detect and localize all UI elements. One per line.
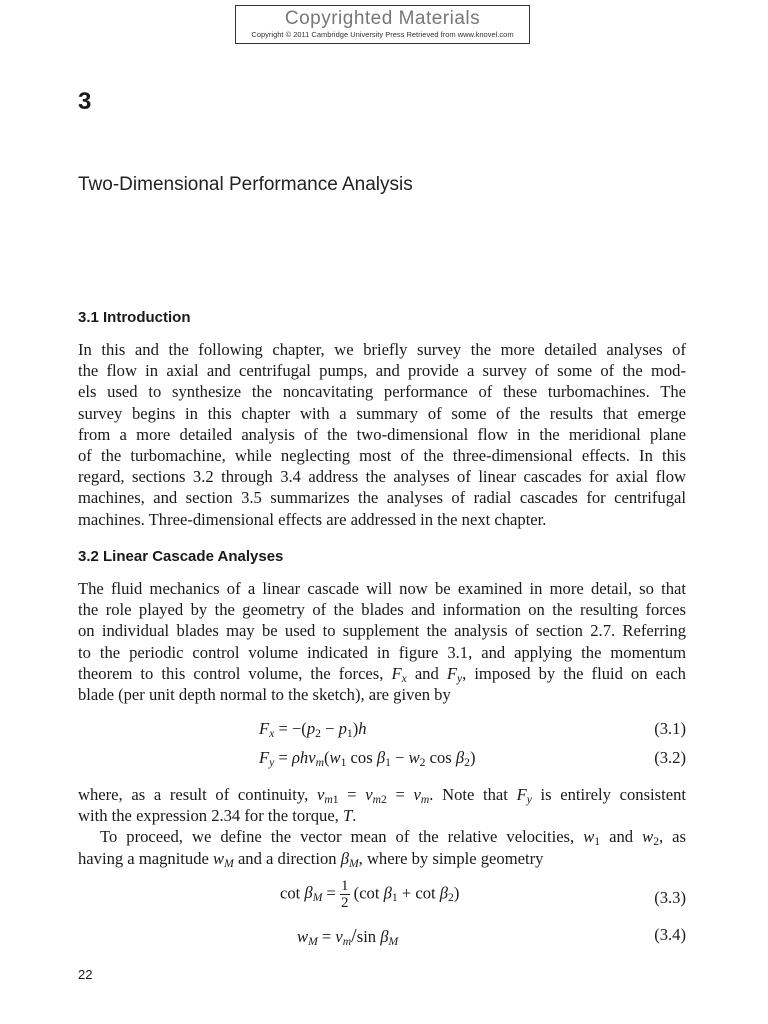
linear-cascade-paragraph	[78, 578, 686, 705]
introduction-paragraph	[78, 339, 686, 530]
text-line: with the expression 2.34 for the torque, T.	[78, 806, 357, 826]
equation-number: (3.1)	[654, 719, 686, 738]
text-line: from a more detailed analysis of the two-dimensional flow in the meridional plane	[78, 424, 686, 444]
fraction-one-half: $\frac{1}{2}$	[341, 878, 349, 911]
section-heading-introduction: 3.1 Introduction	[78, 309, 191, 326]
section-heading-linear-cascade: 3.2 Linear Cascade Analyses	[78, 548, 284, 565]
text-line: having a magnitude $w_M$ and a direction $\beta_M$, where by simple geometry	[78, 848, 544, 870]
text-line: In this and the following chapter, we briefly survey the more detailed analyses of	[78, 340, 686, 359]
text-line: of the turbomachine, while neglecting most of the three-dimensional effects. In this	[78, 446, 686, 466]
stamp-title: Copyrighted Materials	[284, 8, 481, 29]
text-line: the flow in axial and centrifugal pumps, and provide a survey of some of the mod-	[78, 361, 686, 381]
text-line: machines, and section 3.5 summarizes the analyses of radial cascades for centrifugal	[78, 488, 686, 508]
text-line: the role played by the geometry of the blades and information on the resulting forces	[78, 600, 686, 620]
text-line: The fluid mechanics of a linear cascade will now be examined in more detail, so that	[78, 579, 686, 598]
text-line: To proceed, we define the vector mean of the relative velocities, $w_1$ and $w_2$, as	[100, 827, 687, 849]
equation-number: (3.4)	[654, 925, 686, 944]
continuity-paragraph	[78, 784, 686, 869]
equation-number: (3.3)	[654, 888, 686, 907]
chapter-title: Two-Dimensional Performance Analysis	[78, 174, 413, 195]
equation-3-4: $w_M = v_m/\sin$ $\beta_M$	[297, 925, 399, 948]
text-line: regard, sections 3.2 through 3.4 address the analyses of linear cascades for axial flow	[78, 467, 686, 487]
equation-3-2: $F_y = \rho hv_m(w_1$ $\cos \beta_1 - w_2$ $\cos \beta_2$)	[259, 748, 476, 769]
text-line: blade (per unit depth normal to the sketch), are given by	[78, 685, 451, 705]
text-line: machines. Three-dimensional effects are addressed in the next chapter.	[78, 509, 547, 529]
text-line: where, as a result of continuity, $v_{m1} = v_{m2} = v_m$. Note that $F_y$ is entirely consistent	[78, 785, 686, 806]
chapter-number: 3	[78, 88, 92, 115]
text-line: theorem to this control volume, the forces, $F_x$ and $F_y$, imposed by the fluid on each	[78, 663, 686, 685]
text-line: to the periodic control volume indicated in figure 3.1, and applying the momentum	[78, 642, 686, 662]
equation-number: (3.2)	[654, 748, 686, 767]
text-line: on individual blades may be used to supplement the analysis of section 2.7. Referring	[78, 621, 686, 641]
equation-3-1: $F_x = -(p_2 - p_1)h$	[259, 719, 367, 740]
equation-3-3: $\cot \beta_M$ = $\frac{1}{2}$ (cot $\beta_1 + \cot \beta_2$)	[280, 878, 460, 911]
text-line: els used to synthesize the noncavitating performance of these turbomachines. The	[78, 382, 686, 402]
copyright-stamp	[235, 5, 530, 44]
text-line: survey begins in this chapter with a summary of some of the results that emerge	[78, 403, 686, 423]
stamp-copyright-line: Copyright © 2011 Cambridge University Press Retrieved from www.knovel.com	[251, 30, 514, 39]
page-number: 22	[78, 967, 93, 982]
